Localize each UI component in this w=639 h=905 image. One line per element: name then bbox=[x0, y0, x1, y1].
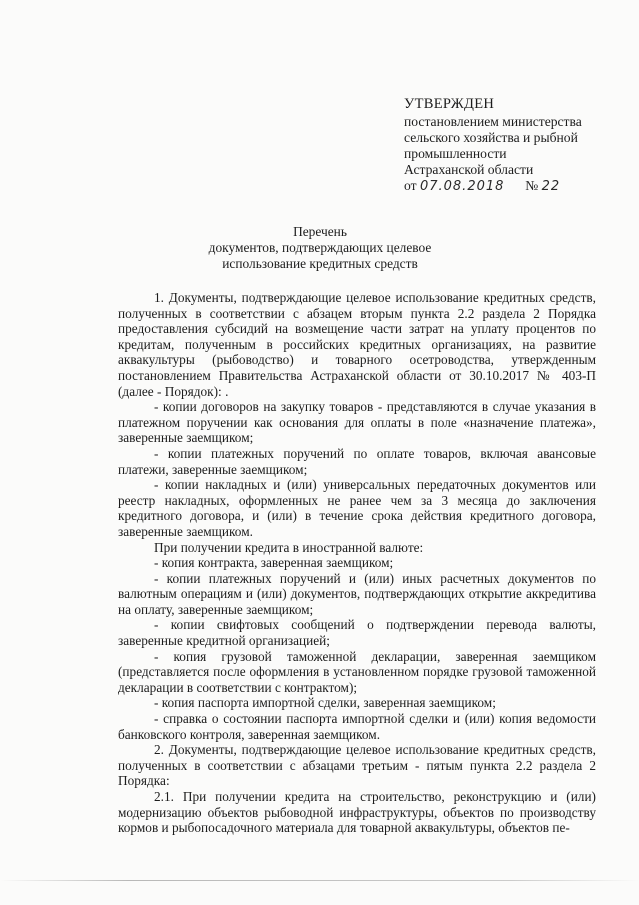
paragraph: - справка о состоянии паспорта импортной сделки и (или) копия ведомости банковского контроля, заверенная заемщиком. bbox=[118, 711, 596, 742]
paragraph: 1. Документы, подтверждающие целевое использование кредитных средств, полученных в соответствии с абзацем вторым пункта 2.2 раздела 2 Порядка предоставления субсидий на возмещение части затрат на уплату процентов по кредитам, полученным в российских кредитных организациях, на развитие аквакультуры (рыбоводство) и товарного осетроводства, утвержденным постановлением Правительства Астраханской области от 30.10.2017 № 403-П (далее - Порядок): . bbox=[118, 290, 596, 399]
paragraph: - копии накладных и (или) универсальных передаточных документов или реестр накладных, оформленных не ранее чем за 3 месяца до заключения кредитного договора, и (или) в течение срока действия кредитного договора, заверенные заемщиком. bbox=[118, 477, 596, 539]
title-line: использование кредитных средств bbox=[222, 256, 418, 271]
paragraph: При получении кредита в иностранной валюте: bbox=[154, 539, 424, 555]
approval-line: постановлением министерства bbox=[404, 114, 582, 129]
paragraph: 2. Документы, подтверждающие целевое использование кредитных средств, полученных в соответствии с абзацами третьим - пятым пункта 2.2 раздела 2 Порядка: bbox=[118, 742, 596, 789]
paragraph: - копии свифтовых сообщений о подтверждении перевода валюты, заверенные кредитной организацией; bbox=[118, 617, 596, 649]
document-body bbox=[118, 290, 596, 836]
handwritten-number: 22 bbox=[541, 179, 561, 194]
paragraph: - копия грузовой таможенной декларации, заверенная заемщиком (представляется после оформления в установленном порядке грузовой таможенной декларации в соответствии с контрактом); bbox=[118, 648, 596, 695]
paragraph: - копии платежных поручений и (или) иных расчетных документов по валютным операциям и (или) документов, подтверждающих открытие аккредитива на оплату, заверенные заемщиком; bbox=[118, 570, 596, 617]
number-prefix: № bbox=[525, 178, 539, 193]
approval-line: промышленности bbox=[404, 146, 507, 161]
paragraph: - копии платежных поручений по оплате товаров, включая авансовые платежи, заверенные заемщиком; bbox=[118, 445, 596, 477]
document-title bbox=[150, 224, 490, 272]
approval-stamp-block bbox=[404, 96, 624, 195]
approval-date-line bbox=[404, 178, 624, 195]
title-line: документов, подтверждающих целевое bbox=[208, 240, 432, 255]
handwritten-date: 07.08.2018 bbox=[419, 179, 505, 194]
approval-line: сельского хозяйства и рыбной bbox=[404, 130, 578, 145]
scan-edge-line bbox=[0, 880, 639, 881]
title-line: Перечень bbox=[293, 224, 347, 239]
paragraph: 2.1. При получении кредита на строительство, реконструкцию и (или) модернизацию объектов рыбоводной инфраструктуры, объектов по производству кормов и рыбопосадочного материала для товарной аквакультуры, объектов пе- bbox=[118, 789, 596, 836]
date-prefix: от bbox=[404, 178, 417, 193]
paragraph: - копия контракта, заверенная заемщиком; bbox=[154, 555, 394, 571]
paragraph: - копия паспорта импортной сделки, заверенная заемщиком; bbox=[154, 695, 496, 711]
approval-heading: УТВЕРЖДЕН bbox=[404, 96, 495, 112]
approval-line: Астраханской области bbox=[404, 162, 534, 177]
paragraph: - копии договоров на закупку товаров - представляются в случае указания в платежном поручении как основания для оплаты в поле «назначение платежа», заверенные заемщиком; bbox=[118, 399, 596, 446]
